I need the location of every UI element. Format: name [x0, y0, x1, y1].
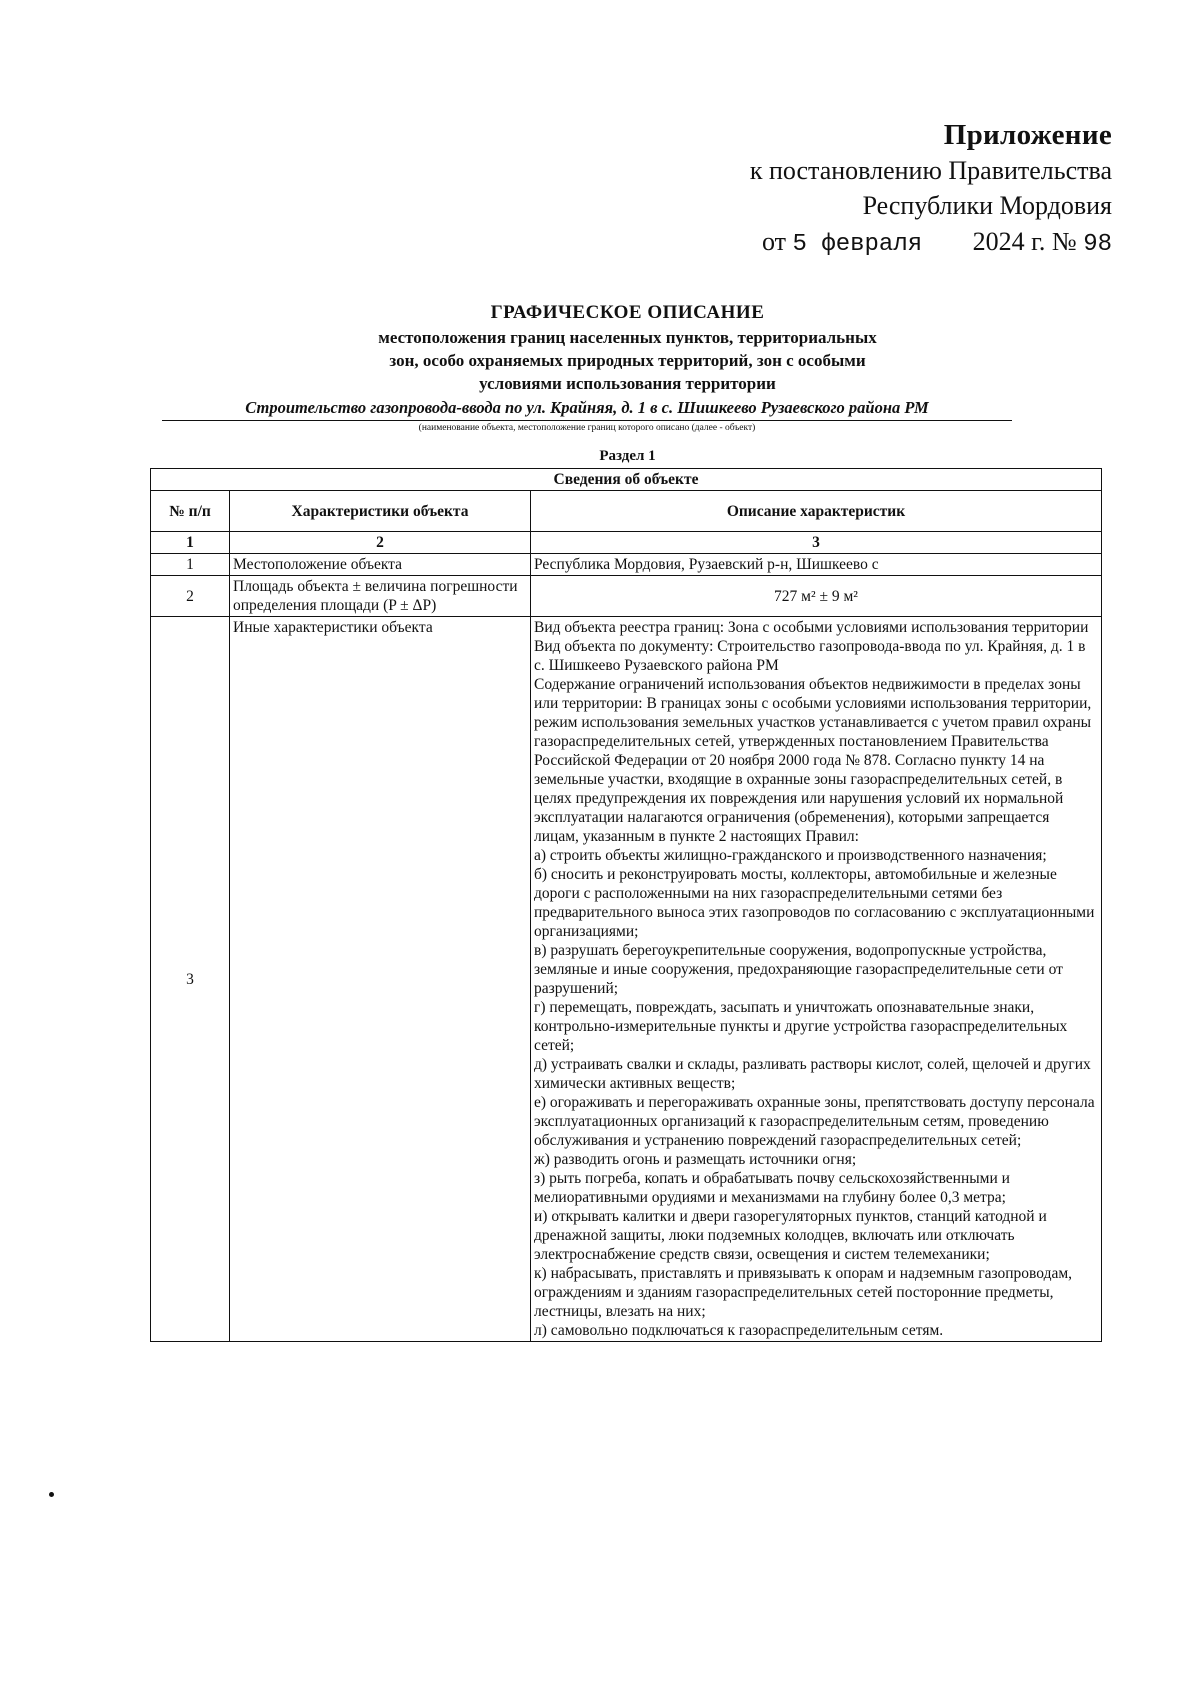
row-description	[531, 617, 1102, 1342]
appendix-line-1: к постановлению Правительства	[749, 156, 1112, 185]
appendix-date-row	[592, 224, 1112, 262]
appendix-line-2: Республики Мордовия	[862, 191, 1112, 220]
column-number-row	[151, 532, 1102, 554]
description-line: Вид объекта реестра границ: Зона с особыми условиями использования территории	[534, 619, 1089, 636]
row-characteristic: Иные характеристики объекта	[230, 617, 531, 1342]
section-title: Раздел 1	[599, 448, 656, 464]
row-number: 3	[151, 617, 230, 1342]
object-info-table	[150, 468, 1102, 1342]
appendix-title: Приложение	[943, 119, 1112, 151]
row-number: 1	[151, 554, 230, 576]
object-name-note: (наименование объекта, местоположение границ которого описано (далее - объект)	[418, 423, 756, 433]
row-description: 727 м² ± 9 м²	[531, 576, 1102, 617]
description-line: и) открывать калитки и двери газорегуляторных пунктов, станций катодной и дренажной защиты, люки подземных колодцев, включать или отключать электроснабжение средств связи, освещения и систем телемеханики;	[534, 1208, 1047, 1263]
row-description: Республика Мордовия, Рузаевский р-н, Шишкеево с	[531, 554, 1102, 576]
table-caption: Сведения об объекте	[151, 469, 1102, 491]
date-prefix: от	[761, 227, 787, 256]
table-row	[151, 617, 1102, 1342]
date-year: 2024 г. №	[972, 227, 1077, 256]
column-number-1: 1	[151, 532, 230, 554]
header-characteristics: Характеристики объекта	[230, 491, 531, 532]
decree-number: 98	[1083, 231, 1112, 258]
description-line: д) устраивать свалки и склады, разливать растворы кислот, солей, щелочей и других химически активных веществ;	[534, 1056, 1091, 1092]
description-line: б) сносить и реконструировать мосты, коллекторы, автомобильные и железные дороги с расположенными на них газораспределительными сетями без предварительного выноса этих газопроводов по согласованию с эксплуатационными организациями;	[534, 866, 1095, 940]
appendix-block	[592, 118, 1112, 262]
description-line: е) огораживать и перегораживать охранные зоны, препятствовать доступу персонала эксплуатационных организаций к газораспределительным сетям, проведению обслуживания и устранению повреждений газораспределительных сетей;	[534, 1094, 1095, 1149]
header-description: Описание характеристик	[531, 491, 1102, 532]
object-name: Строительство газопровода-ввода по ул. Крайняя, д. 1 в с. Шишкеево Рузаевского района РМ	[162, 398, 1012, 421]
scan-speck	[49, 1492, 54, 1497]
row-characteristic: Местоположение объекта	[230, 554, 531, 576]
description-line: Содержание ограничений использования объектов недвижимости в пределах зоны или территории: В границах зоны с особыми условиями использования территории, режим использования земельных участков устанавливается с учетом правил охраны газораспределительных сетей, утвержденных постановлением Правительства Российской Федерации от 20 ноября 2000 года № 878. Согласно пункту 14 на земельные участки, входящие в охранные зоны газораспределительных сетей, в целях предупреждения их повреждения или нарушения условий их нормальной эксплуатации налагаются ограничения (обременения), которыми запрещается лицам, указанным в пункте 2 настоящих Правил:	[534, 676, 1092, 845]
row-characteristic: Площадь объекта ± величина погрешности определения площади (P ± ΔP)	[230, 576, 531, 617]
column-number-2: 2	[230, 532, 531, 554]
document-subtitle-1: местоположения границ населенных пунктов, территориальных	[378, 328, 877, 347]
description-line: к) набрасывать, приставлять и привязывать к опорам и надземным газопроводам, ограждениям и зданиям газораспределительных сетей посторонние предметы, лестницы, влезать на них;	[534, 1265, 1073, 1320]
table-row	[151, 554, 1102, 576]
table-caption-row	[151, 469, 1102, 491]
row-number: 2	[151, 576, 230, 617]
document-subtitle-2: зон, особо охраняемых природных территорий, зон с особыми	[389, 351, 866, 370]
description-line: а) строить объекты жилищно-гражданского и производственного назначения;	[534, 847, 1047, 864]
column-number-3: 3	[531, 532, 1102, 554]
description-line: г) перемещать, повреждать, засыпать и уничтожать опознавательные знаки, контрольно-измерительные пункты и другие устройства газораспределительных сетей;	[534, 999, 1068, 1054]
description-line: в) разрушать берегоукрепительные сооружения, водопропускные устройства, земляные и иные сооружения, предохраняющие газораспределительные сети от разрушений;	[534, 942, 1063, 997]
document-subtitle-3: условиями использования территории	[479, 374, 776, 393]
description-line: Вид объекта по документу: Строительство газопровода-ввода по ул. Крайняя, д. 1 в с. Шишкеево Рузаевского района РМ	[534, 638, 1086, 674]
document-title: ГРАФИЧЕСКОЕ ОПИСАНИЕ	[490, 302, 765, 323]
table-row	[151, 576, 1102, 617]
header-no: № п/п	[151, 491, 230, 532]
description-line: ж) разводить огонь и размещать источники огня;	[534, 1151, 857, 1168]
table-header-row	[151, 491, 1102, 532]
date-day: 5 февраля	[792, 231, 923, 258]
document-heading	[0, 300, 1200, 395]
description-line: з) рыть погреба, копать и обрабатывать почву сельскохозяйственными и мелиоративными орудиями и механизмами на глубину более 0,3 метра;	[534, 1170, 1010, 1206]
description-line: л) самовольно подключаться к газораспределительным сетям.	[534, 1322, 944, 1339]
